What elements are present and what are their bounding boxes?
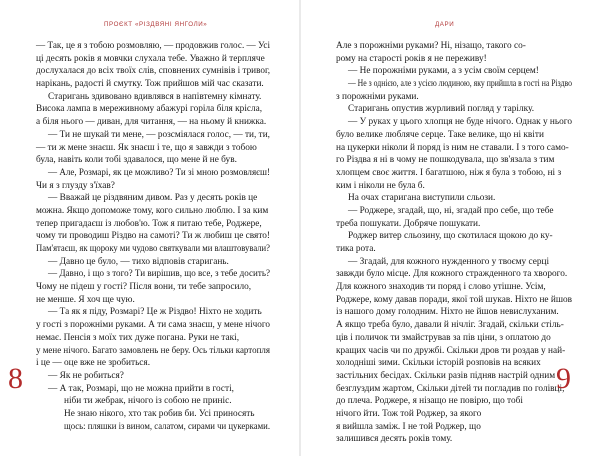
text-line: ців і поличок ти змайстрував за пів ціни, з оплатою до [336,332,551,343]
text-line: з порожніми руками. [336,91,419,102]
text-line: нарікань, радості й смутку. Тож прийшов мій час сказати. [36,79,264,90]
right-page [300,0,600,456]
text-line: Чи я з глузду з'їхав? [36,180,115,191]
text-line: — Вважай це різдвяним дивом. Раз у десять років це [48,193,258,204]
text-line: Пам'ятаєш, як щороку ми чудово святкували ми влаштовували? [36,244,270,254]
text-line: у мене нічого. Багато замовлень не беру. Ось тільки картопля [36,345,270,356]
text-line: дослухалася до всіх твоїх слів, сповнених сумнівів і тривог, [36,66,270,77]
text-line: тика рота. [336,244,376,254]
text-line: — Та як я піду, Розмарі? Це ж Різдво! Ніхто не ходить [48,307,262,318]
text-line: було велике любляче серце. Таке велике, що ні квіти [336,129,544,140]
text-line: ніби ти жебрак, нічого із собою не приніс. [64,396,232,407]
running-head-left: ПРОЄКТ «РІЗДВЯНІ ЯНГОЛИ» [104,21,208,28]
text-line: — А так, Розмарі, що не можна прийти в гості, [48,383,234,394]
text-line: залишився десять років тому. [336,434,453,445]
text-line: завжди було місце. Для кожного стражденного та хворого. [336,269,568,280]
text-line: А якщо треба було, давали й нічліг. Згадай, скільки стіль- [336,320,564,331]
text-line: — Згадай, для кожного нужденного у твоєму серці [348,256,550,267]
text-line: Для кожного знаходив ти поряд і слово утішне. Усім, [336,282,546,293]
text-line: Але з порожніми руками? Ні, нізащо, такого со- [336,41,526,51]
text-line: — ти ж мене знаєш. Як знаєш і те, що я завжди з тобою [36,142,257,153]
text-line: чому ти проводиш Різдво на самоті? Ти ж любиш це свято! [36,231,270,242]
text-line: можна. Якщо допоможе тому, кого сильно люблю. І за ким [36,205,269,216]
text-line: Роджере, кому давав поради, якої той шукав. Ніхто не йшов [336,294,572,305]
text-line: На очах старигана виступили сльози. [348,193,496,204]
text-line: кращих часів чи по дружбі. Скільки дров ти роздав у най- [336,345,566,356]
text-line: Роджер витер сльозину, що скотилася щокою до ку- [348,231,553,242]
text-line: — Ти не шукай ти мене, — розсміялася голос, — ти, ти, [48,129,270,140]
text-line: — Але, Розмарі, як це можливо? Ти зі мною розмовляєш! [48,167,270,178]
text-line: треба пошукати. Добряче пошукати. [336,218,481,229]
text-line: ким і ніколи не була б. [336,180,425,191]
text-line: застільних бесідах. Скільки разів підняв настрій одним [336,370,556,381]
text-line: — Не з однією, але з усією людиною, яку прийшла в гості на Різдво [348,79,572,90]
text-line: а біля нього — диван, для читання, — на ньому й книжка. [36,117,267,128]
text-line: — Роджере, згадай, що, ні, згадай про себе, що тебе [348,205,554,216]
text-line: я вийшла заміж. І не той Роджер, що [336,421,481,432]
page-number-right: 9 [556,362,571,395]
right-page-text [336,40,572,446]
text-line: на цукерки ніколи й поряд із ним не ставали. І з того само- [336,142,569,153]
text-line: не менше. Я хоч ще чую. [36,294,135,305]
text-line: Чому не підеш у гості? Після вони, ти тебе запросило, [36,282,252,293]
text-line: — Як не робиться? [48,370,124,381]
text-line: хлопцем своє життя. І багатшою, ніж я була з тобою, ні з [336,167,562,178]
text-line: Старигань здивовано вдивлявся в напівтемну кімнату. [48,91,262,102]
text-line: рому на старості років я не переживу! [336,53,487,64]
text-line: ці десять років я мовчки слухала тебе. Уважно й терпляче [36,53,265,64]
text-line: Висока лампа в мереживному абажурі горіла біля крісла, [36,104,263,115]
text-line: — У руках у цього хлопця не буде нічого. Однак у нього [348,117,572,128]
text-line: безглуздим жартом, Скільки дітей ти погладив по голівці, [336,383,565,394]
text-line: — Давно, і що з того? Ти вирішив, що все, з тебе досить? [48,269,270,280]
text-line: у гості з порожніми руками. А ти сама знаєш, у мене нічого [36,320,270,331]
text-line: — Так, це я з тобою розмовляю, — продовжив голос. — Усі [36,41,270,51]
text-line: Старигань опустив журливий погляд у тарілку. [348,104,535,115]
text-line: із нашого дому голодним. Ніхто не йшов невислуханим. [336,307,559,318]
text-line: холодніші зими. Скільки історій розповів на всяких [336,358,541,369]
text-line: тепер пригадаєш із любов'ю. Тож я питаю тебе, Роджере, [36,218,262,229]
text-line: була, навіть коли тобі здавалося, що мене й не був. [36,155,237,166]
running-head-right: ДАРИ [435,21,455,28]
text-line: щось: пляшки із вином, салатом, сирами чи цукерками. [64,421,270,432]
page-number-left: 8 [8,362,23,395]
text-line: і це — оце вже не зробиться. [36,358,151,369]
text-line: — Давно це було, — тихо відповів старигань. [48,256,229,267]
text-line: нічого йти. Тож той Роджер, за якого [336,408,482,419]
text-line: до плеча. Роджере, я нізащо не повірю, що тобі [336,396,523,407]
text-line: Не знаю нікого, хто так робив би. Усі приносять [64,408,255,419]
text-line: го Різдва я ні в чому не пошкодувала, що зв'язала з тим [336,155,555,166]
text-line: — Не порожніми руками, а з усім своїм серцем! [348,66,539,77]
left-page-text [36,40,270,433]
text-line: немає. Пенсія з моїх тих дуже погана. Руки не такі, [36,332,240,343]
